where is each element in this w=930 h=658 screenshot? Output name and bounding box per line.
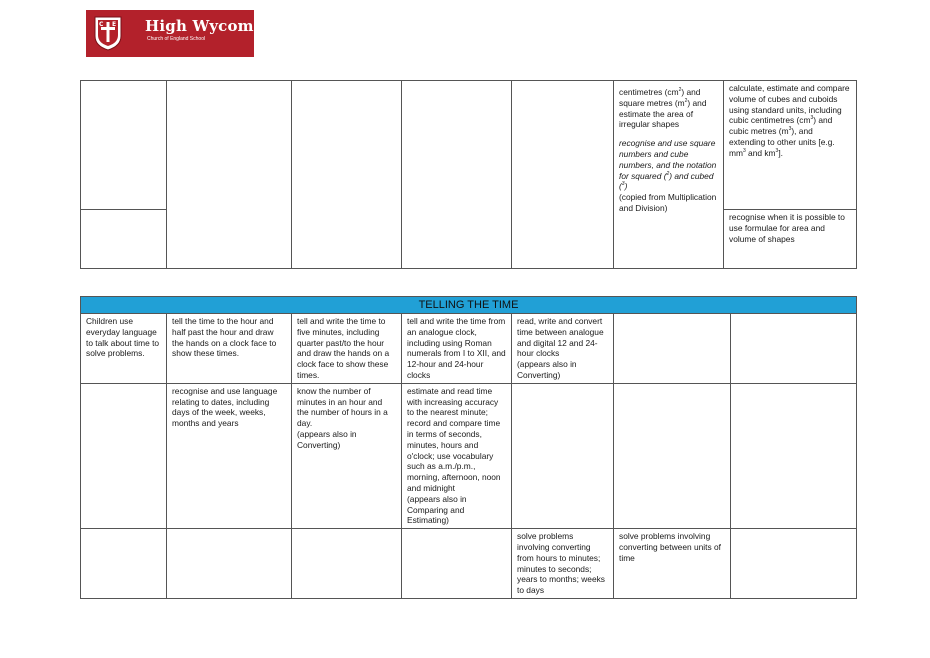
table-cell (167, 81, 292, 269)
school-subtitle: Church of England School (147, 36, 206, 42)
table-cell: read, write and convert time between analogue and digital 12 and 24-hour clocks (appears also in Converting) (512, 314, 614, 384)
area-volume-table (80, 80, 857, 269)
table-cell (292, 81, 402, 269)
school-name: High Wycombe (145, 17, 275, 35)
table-cell (731, 314, 857, 384)
table-cell (614, 383, 731, 528)
svg-text:E: E (112, 21, 117, 28)
formulae-objective: recognise when it is possible to use formulae for area and volume of shapes (729, 212, 845, 244)
table-cell (614, 81, 724, 269)
table-cell: recognise and use language relating to dates, including days of the week, weeks, months and years (167, 383, 292, 528)
table-cell (614, 314, 731, 384)
table-cell (724, 81, 857, 210)
table-cell (402, 81, 512, 269)
telling-the-time-table (80, 296, 857, 599)
school-crest-icon (93, 14, 123, 51)
table-cell: solve problems involving converting from hours to minutes; minutes to seconds; years to months; weeks to days (512, 529, 614, 599)
table-cell (81, 81, 167, 210)
table-cell: tell and write the time to five minutes, including quarter past/to the hour and draw the hands on a clock face to show these times. (292, 314, 402, 384)
table-cell: solve problems involving converting between units of time (614, 529, 731, 599)
square-cube-objective: recognise and use square numbers and cube numbers, and the notation for squared ($^2$) and cubed ($^3$) (619, 138, 717, 192)
table-cell (292, 529, 402, 599)
table-cell: tell the time to the hour and half past the hour and draw the hands on a clock face to show these times. (167, 314, 292, 384)
table-cell (81, 383, 167, 528)
table-cell (167, 529, 292, 599)
section-header: TELLING THE TIME (81, 297, 857, 314)
area-objective: centimetres $(cm^2)$ and square metres $(m^2)$ and estimate the area of irregular shapes (619, 87, 707, 130)
table-cell (81, 210, 167, 269)
table-cell: estimate and read time with increasing accuracy to the nearest minute; record and compare time in terms of seconds, minutes, hours and o'clock; use vocabulary such as a.m./p.m., morning, afternoon, noon and midnight (appears also in Comparing and Estimating) (402, 383, 512, 528)
table-cell: tell and write the time from an analogue clock, including using Roman numerals from I to XII, and 12-hour and 24-hour clocks (402, 314, 512, 384)
table-cell (512, 81, 614, 269)
table-cell (731, 383, 857, 528)
table-cell (81, 529, 167, 599)
table-cell: Children use everyday language to talk about time to solve problems. (81, 314, 167, 384)
copied-note: (copied from Multiplication and Division) (619, 192, 717, 213)
school-logo (86, 10, 275, 57)
table-cell: know the number of minutes in an hour and the number of hours in a day. (appears also in Converting) (292, 383, 402, 528)
table-cell (512, 383, 614, 528)
table-cell (402, 529, 512, 599)
svg-text:C: C (99, 21, 104, 28)
table-cell (724, 210, 857, 269)
volume-objective: calculate, estimate and compare volume of cubes and cuboids using standard units, including cubic centimetres $(cm^3)$ and cubic metres $(m^3)$, and extending to other units [e.g. $mm^3$ and $km^3$]. (729, 83, 850, 158)
table-cell (731, 529, 857, 599)
